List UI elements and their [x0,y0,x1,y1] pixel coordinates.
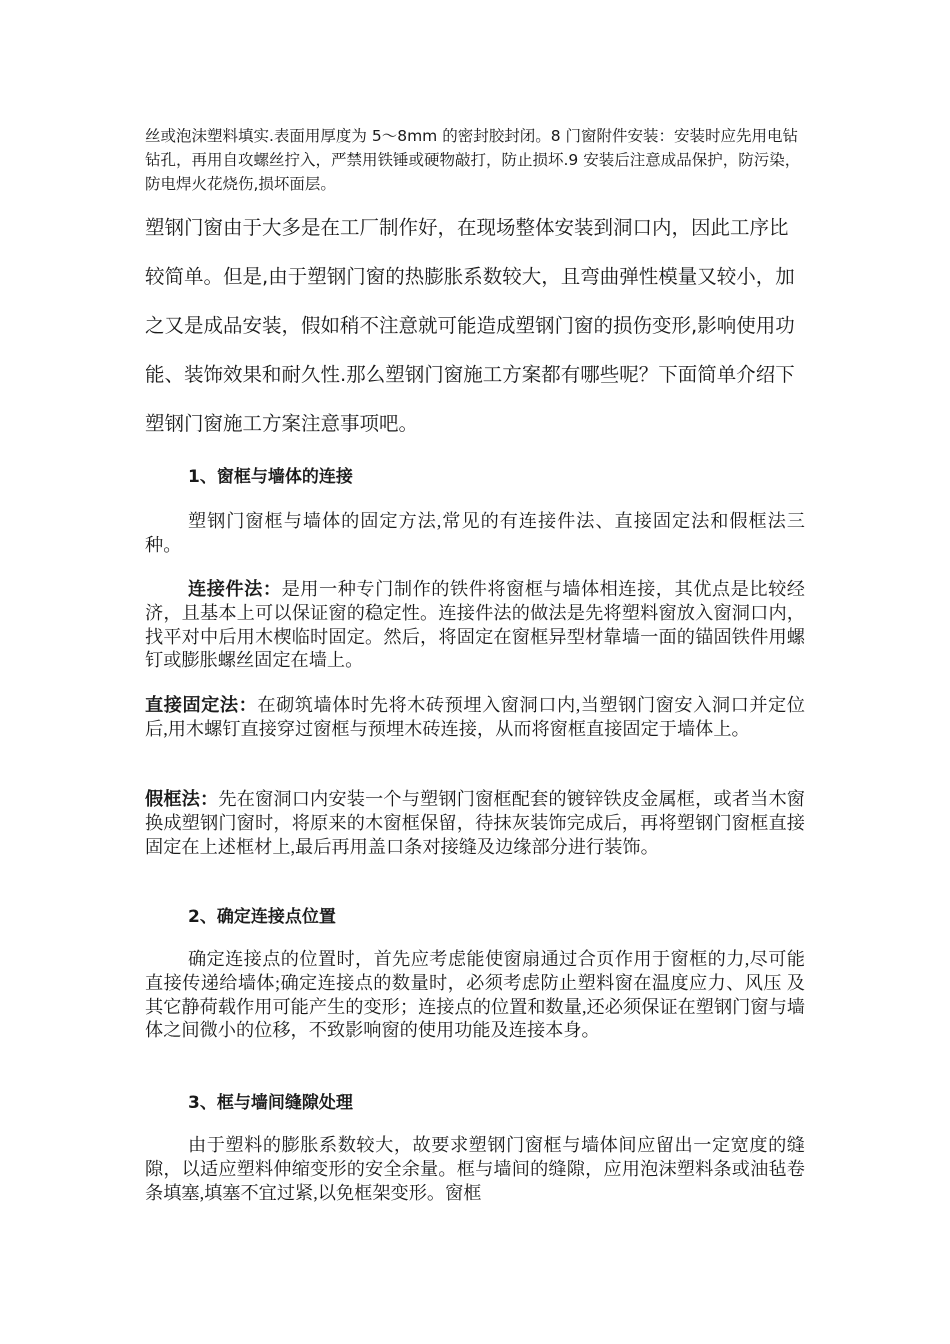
direct-method-text: 在砌筑墙体时先将木砖预埋入窗洞口内,当塑钢门窗安入洞口并定位后,用木螺钉直接穿过窗框与预埋木砖连接，从而将窗框直接固定于墙体上。 [145,695,805,739]
fake-frame-paragraph [145,788,805,859]
connector-method-term: 连接件法： [188,579,282,600]
section-1-heading: 1、窗框与墙体的连接 [188,467,353,487]
top-paragraph: 丝或泡沫塑料填实.表面用厚度为 5～8mm 的密封胶封闭。8 门窗附件安装：安装时应先用电钻钻孔，再用自攻螺丝拧入，严禁用铁锤或硬物敲打，防止损坏.9 安装后注意成品保护，防污染，防电焊火花烧伤,损坏面层。 [145,127,801,193]
fake-frame-text: 先在窗洞口内安装一个与塑钢门窗框配套的镀锌铁皮金属框，或者当木窗换成塑钢门窗时，将原来的木窗框保留，待抹灰装饰完成后，再将塑钢门窗框直接固定在上述框材上,最后再用盖口条对接缝及边缘部分进行装饰。 [145,789,805,857]
fake-frame-term: 假框法： [145,789,219,810]
connector-method-paragraph [145,578,805,673]
direct-method-paragraph [145,694,805,742]
section-1-paragraph: 塑钢门窗框与墙体的固定方法,常见的有连接件法、直接固定法和假框法三种。 [145,511,805,555]
direct-method-term: 直接固定法： [145,695,258,716]
section-2-heading: 2、确定连接点位置 [188,907,336,927]
section-3-paragraph: 由于塑料的膨胀系数较大，故要求塑钢门窗框与墙体间应留出一定宽度的缝隙，以适应塑料伸缩变形的安全余量。框与墙间的缝隙，应用泡沫塑料条或油毡卷 条填塞,填塞不宜过紧,以免框架变形。窗框 [145,1135,805,1203]
connector-method-text: 是用一种专门制作的铁件将窗框与墙体相连接，其优点是比较经济，且基本上可以保证窗的稳定性。连接件法的做法是先将塑料窗放入窗洞口内，找平对中后用木楔临时固定。然后，将固定在窗框异型材靠墙一面的锚固铁件用螺钉或膨胀螺丝固定在墙上。 [145,579,805,671]
section-3-heading: 3、框与墙间缝隙处理 [188,1093,353,1113]
intro-paragraph: 塑钢门窗由于大多是在工厂制作好，在现场整体安装到洞口内，因此工序比较简单。但是,由于塑钢门窗的热膨胀系数较大，且弯曲弹性模量又较小，加之又是成品安装，假如稍不注意就可能造成塑钢门窗的损伤变形,影响使用功能、装饰效果和耐久性.那么塑钢门窗施工方案都有哪些呢？下面简单介绍下塑钢门窗施工方案注意事项吧。 [145,216,795,435]
section-2-paragraph: 确定连接点的位置时，首先应考虑能使窗扇通过合页作用于窗框的力,尽可能直接传递给墙体;确定连接点的数量时，必须考虑防止塑料窗在温度应力、风压 及其它静荷载作用可能产生的变形；连接点的位置和数量,还必须保证在塑钢门窗与墙体之间微小的位移，不致影响窗的使用功能及连接本身。 [145,949,805,1041]
